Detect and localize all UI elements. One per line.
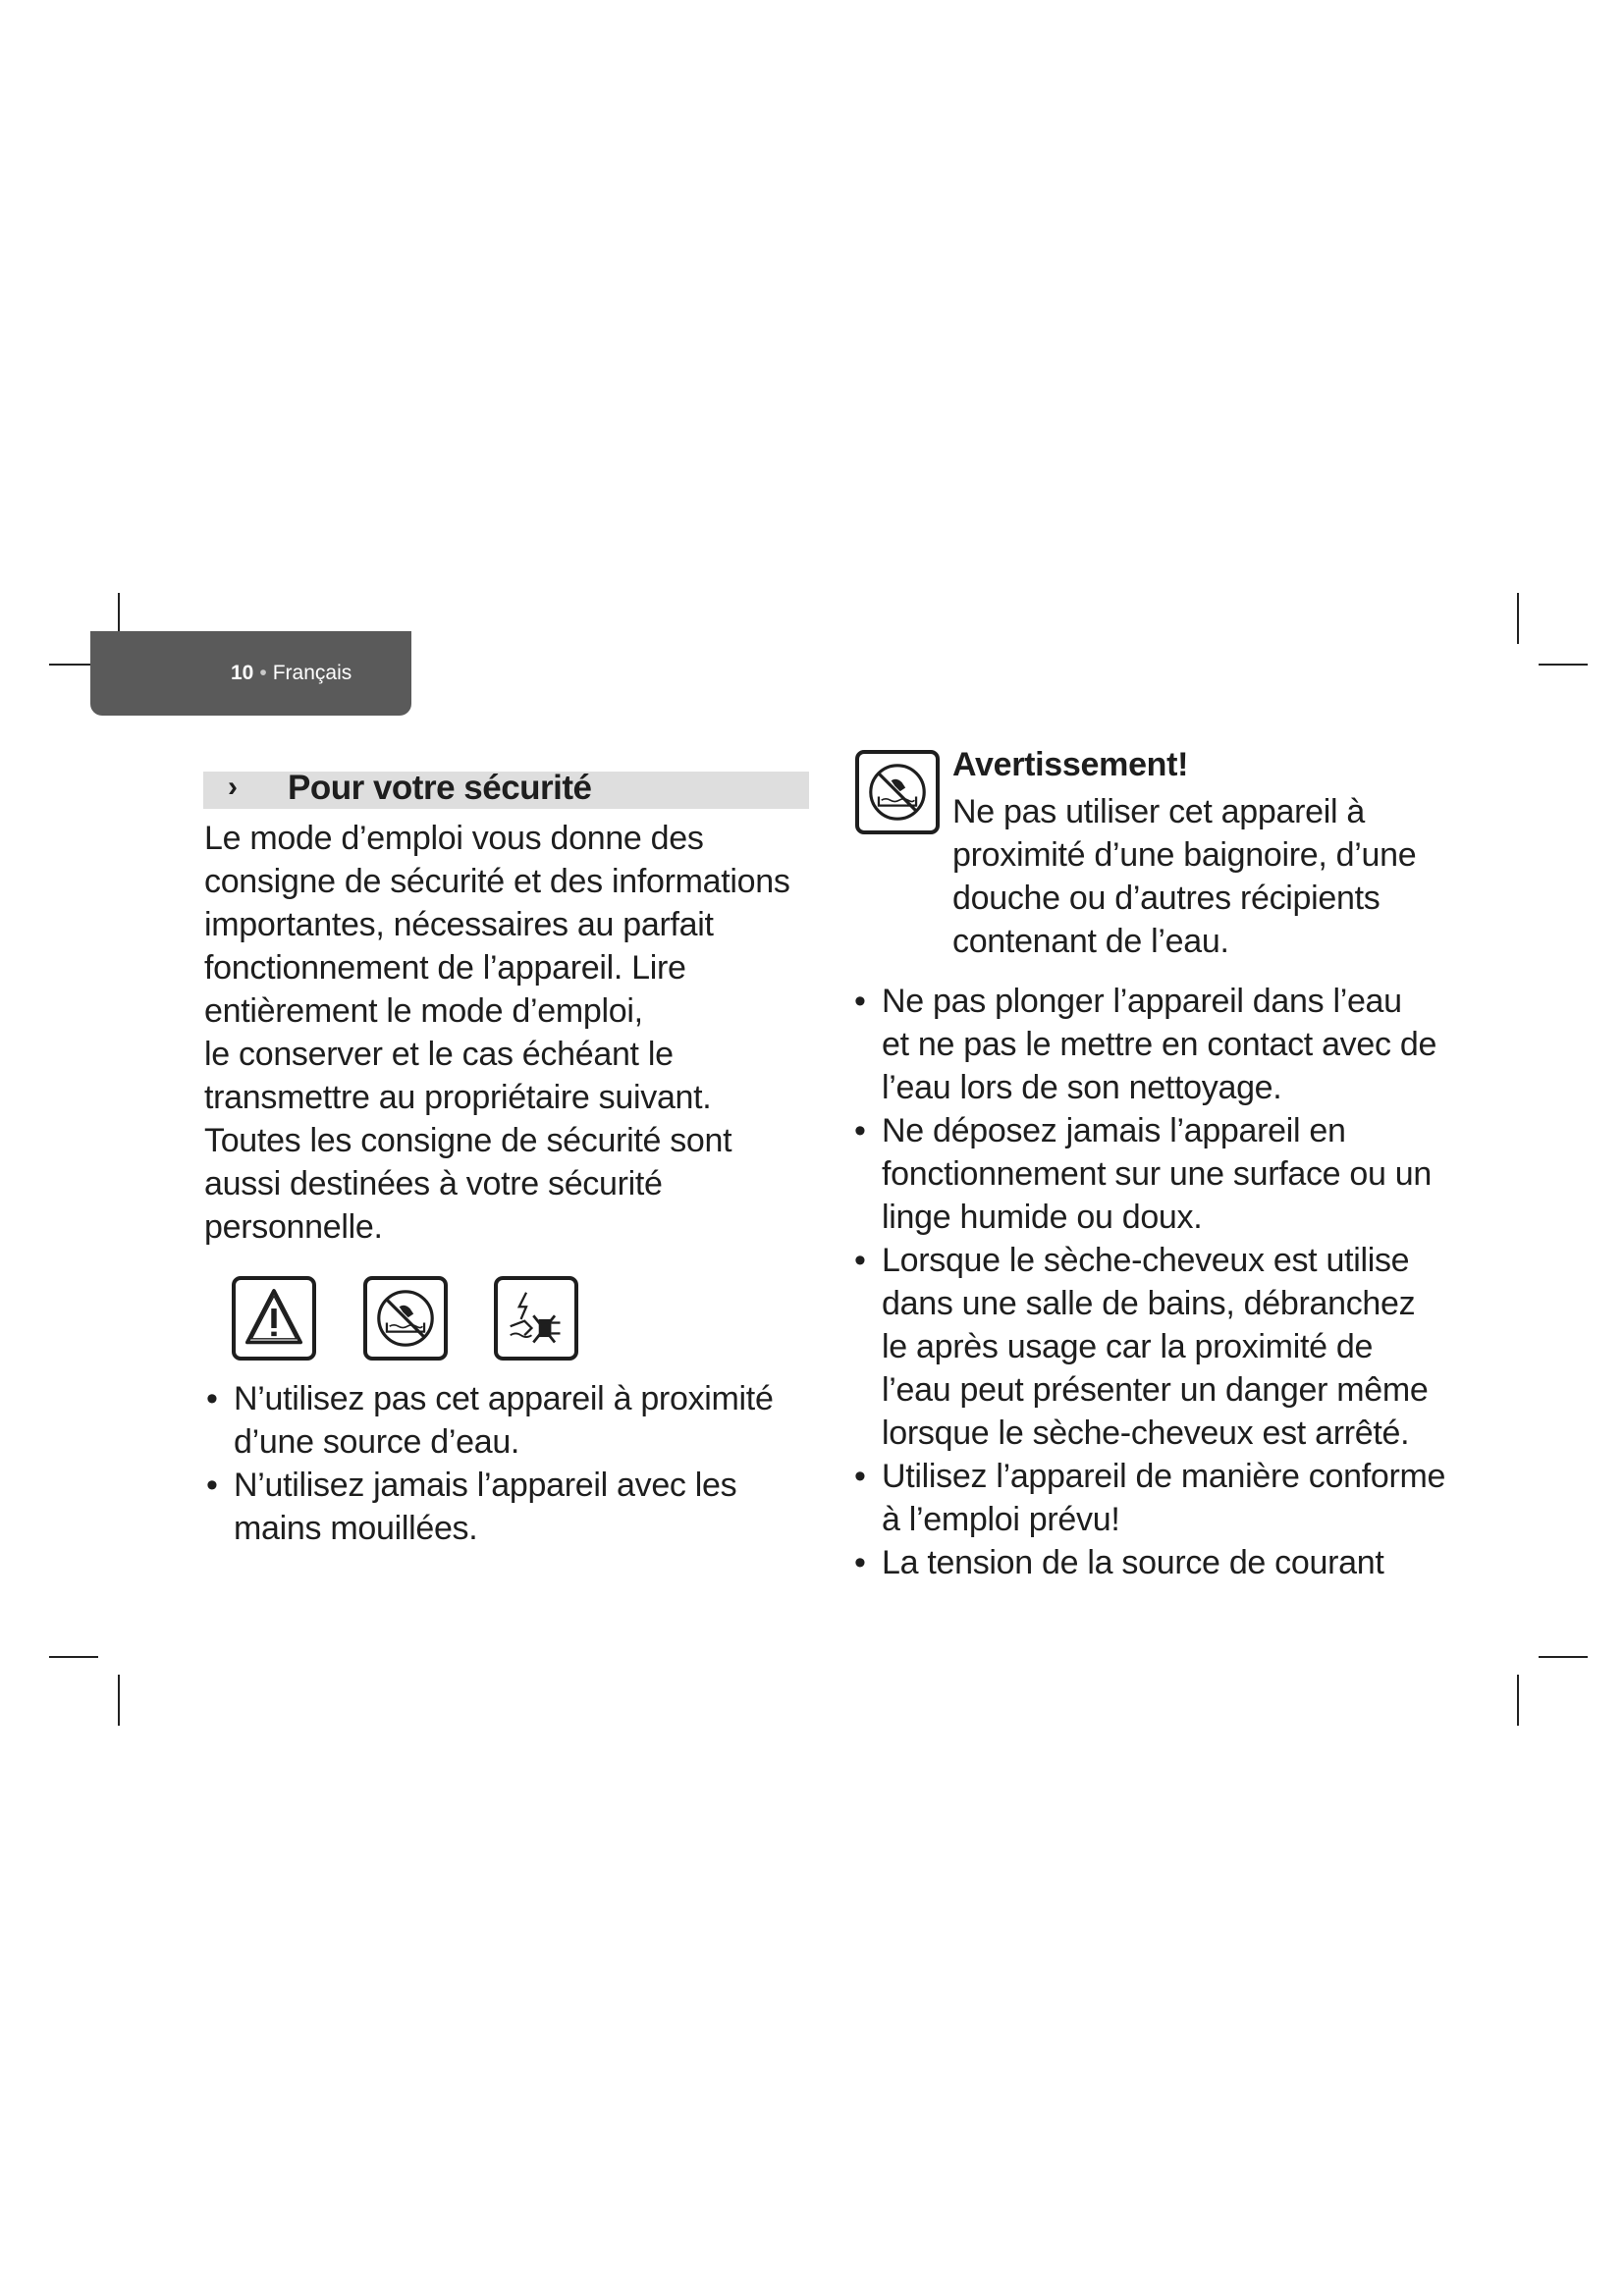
left-bullet-list (206, 1377, 815, 1550)
list-item-line: lorsque le sèche-cheveux est arrêté. (882, 1415, 1410, 1452)
page-separator: • (259, 662, 267, 684)
list-item (206, 1464, 815, 1550)
warning-text (952, 790, 1416, 963)
no-water-icon (363, 1276, 448, 1361)
list-item-line: l’eau lors de son nettoyage. (882, 1069, 1282, 1106)
intro-line: Le mode d’emploi vous donne des (204, 820, 704, 857)
page-language: Français (272, 662, 352, 684)
warning-line: Ne pas utiliser cet appareil à (952, 793, 1366, 830)
section-title: Pour votre sécurité (288, 769, 592, 807)
list-item-line: mains mouillées. (234, 1510, 478, 1547)
intro-line: Toutes les consigne de sécurité sont (204, 1122, 732, 1159)
intro-line: le conserver et le cas échéant le (204, 1036, 674, 1073)
list-item-line: le après usage car la proximité de (882, 1328, 1374, 1365)
list-item (854, 1541, 1483, 1584)
list-item (854, 980, 1483, 1109)
list-item-line: dans une salle de bains, débranchez (882, 1285, 1416, 1322)
crop-mark (1539, 664, 1588, 666)
warning-title: Avertissement! (952, 746, 1189, 783)
no-electric-water-icon (494, 1276, 578, 1361)
list-item-line: • Ne pas plonger l’appareil dans l’eau (882, 983, 1402, 1020)
intro-line: transmettre au propriétaire suivant. (204, 1079, 712, 1116)
list-item-line: et ne pas le mettre en contact avec de (882, 1026, 1437, 1063)
warning-triangle-icon (232, 1276, 316, 1361)
page-number: 10 (231, 662, 254, 684)
list-item (854, 1109, 1483, 1239)
list-item-line: d’une source d’eau. (234, 1423, 520, 1461)
list-item-line: • Ne déposez jamais l’appareil en (882, 1112, 1346, 1149)
list-item-line: à l’emploi prévu! (882, 1501, 1120, 1538)
list-item (206, 1377, 815, 1464)
list-item (854, 1239, 1483, 1455)
crop-mark (118, 1675, 120, 1726)
list-item-line: linge humide ou doux. (882, 1199, 1203, 1236)
list-item (854, 1455, 1483, 1541)
crop-mark (1517, 1675, 1519, 1726)
intro-line: importantes, nécessaires au parfait (204, 906, 714, 943)
warning-line: contenant de l’eau. (952, 923, 1229, 960)
crop-mark (49, 1656, 98, 1658)
list-item-line: • Utilisez l’appareil de manière conforme (882, 1458, 1446, 1495)
list-item-line: • N’utilisez pas cet appareil à proximité (234, 1380, 774, 1417)
intro-line: consigne de sécurité et des informations (204, 863, 790, 900)
list-item-line: • La tension de la source de courant (882, 1544, 1384, 1581)
crop-mark (1539, 1656, 1588, 1658)
crop-mark (1517, 593, 1519, 644)
list-item-line: l’eau peut présenter un danger même (882, 1371, 1429, 1409)
intro-line: aussi destinées à votre sécurité (204, 1165, 663, 1202)
page-tab (90, 631, 411, 716)
intro-paragraph (204, 817, 813, 1249)
list-item-line: • N’utilisez jamais l’appareil avec les (234, 1467, 737, 1504)
no-bathtub-icon (855, 750, 940, 834)
intro-line: entièrement le mode d’emploi, (204, 992, 643, 1030)
warning-line: proximité d’une baignoire, d’une (952, 836, 1417, 874)
intro-line: fonctionnement de l’appareil. Lire (204, 949, 686, 987)
list-item-line: fonctionnement sur une surface ou un (882, 1155, 1433, 1193)
intro-line: personnelle. (204, 1208, 383, 1246)
chevron-right-icon: › (228, 771, 238, 803)
right-bullet-list (854, 980, 1483, 1584)
warning-line: douche ou d’autres récipients (952, 880, 1380, 917)
page-label (231, 662, 352, 685)
list-item-line: • Lorsque le sèche-cheveux est utilise (882, 1242, 1410, 1279)
